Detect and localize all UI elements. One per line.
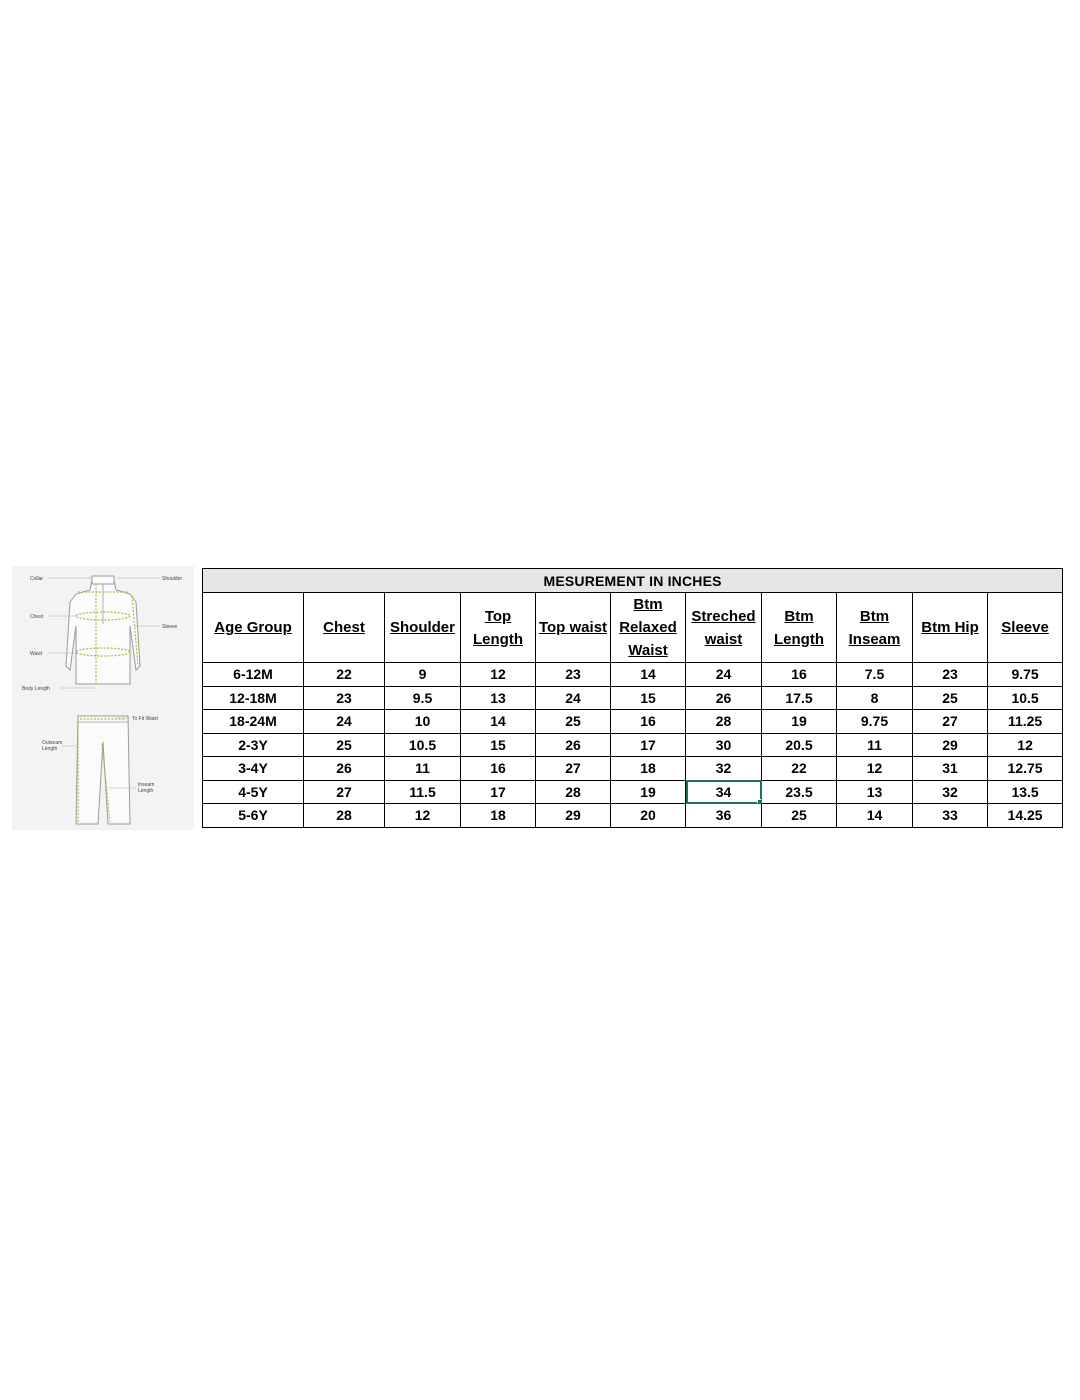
measurement-cell[interactable]: 16 bbox=[762, 663, 837, 687]
age-group-cell[interactable]: 12-18M bbox=[203, 686, 304, 710]
measurement-cell[interactable]: 29 bbox=[913, 733, 988, 757]
table-row bbox=[203, 733, 1063, 757]
pajama-outline bbox=[76, 716, 130, 824]
measurement-cell[interactable]: 24 bbox=[304, 710, 385, 734]
measurement-cell[interactable]: 10 bbox=[385, 710, 461, 734]
age-group-cell[interactable]: 6-12M bbox=[203, 663, 304, 687]
table-row bbox=[203, 780, 1063, 804]
measurement-cell[interactable]: 12 bbox=[988, 733, 1063, 757]
measurement-cell[interactable]: 13.5 bbox=[988, 780, 1063, 804]
measurement-cell[interactable]: 25 bbox=[913, 686, 988, 710]
kurta-pajama-diagram bbox=[12, 566, 194, 830]
header-row bbox=[203, 593, 1063, 663]
column-header bbox=[837, 593, 913, 663]
table-row bbox=[203, 686, 1063, 710]
measurement-cell[interactable]: 12.75 bbox=[988, 757, 1063, 781]
measurement-cell[interactable]: 17 bbox=[461, 780, 536, 804]
measurement-cell[interactable]: 27 bbox=[304, 780, 385, 804]
measurement-cell[interactable]: 14 bbox=[461, 710, 536, 734]
measurement-cell[interactable]: 32 bbox=[686, 757, 762, 781]
measurement-cell[interactable]: 28 bbox=[304, 804, 385, 828]
fill-handle[interactable] bbox=[757, 799, 762, 804]
column-header bbox=[536, 593, 611, 663]
measurement-cell[interactable]: 10.5 bbox=[385, 733, 461, 757]
measurement-cell[interactable]: 33 bbox=[913, 804, 988, 828]
measurement-cell[interactable]: 20 bbox=[611, 804, 686, 828]
measurement-cell[interactable]: 15 bbox=[611, 686, 686, 710]
selected-cell[interactable]: 34 bbox=[686, 780, 762, 804]
garment-diagram bbox=[12, 566, 194, 830]
measurement-cell[interactable]: 9.75 bbox=[988, 663, 1063, 687]
column-header-label: Btm Length bbox=[774, 607, 824, 648]
outseam-label-line2: Length bbox=[42, 746, 58, 752]
measurement-cell[interactable]: 23 bbox=[304, 686, 385, 710]
chest-label: Chest bbox=[30, 614, 44, 620]
measurement-cell[interactable]: 20.5 bbox=[762, 733, 837, 757]
table-title: MESUREMENT IN INCHES bbox=[203, 569, 1063, 593]
measurement-cell[interactable]: 23.5 bbox=[762, 780, 837, 804]
table-row bbox=[203, 710, 1063, 734]
measurement-cell[interactable]: 27 bbox=[536, 757, 611, 781]
column-header-label: Btm Inseam bbox=[848, 607, 901, 648]
table-row bbox=[203, 757, 1063, 781]
table-body bbox=[203, 663, 1063, 828]
measurement-cell[interactable]: 25 bbox=[762, 804, 837, 828]
measurement-cell[interactable]: 16 bbox=[611, 710, 686, 734]
column-header bbox=[385, 593, 461, 663]
measurement-cell[interactable]: 18 bbox=[461, 804, 536, 828]
measurement-cell[interactable]: 9.75 bbox=[837, 710, 913, 734]
measurement-cell[interactable]: 8 bbox=[837, 686, 913, 710]
measurement-cell[interactable]: 11.25 bbox=[988, 710, 1063, 734]
measurement-cell[interactable]: 15 bbox=[461, 733, 536, 757]
column-header-label: Btm Relaxed Waist bbox=[619, 596, 677, 659]
measurement-cell[interactable]: 27 bbox=[913, 710, 988, 734]
measurement-cell[interactable]: 29 bbox=[536, 804, 611, 828]
measurement-cell[interactable]: 18 bbox=[611, 757, 686, 781]
measurement-cell[interactable]: 22 bbox=[304, 663, 385, 687]
column-header-label: Shoulder bbox=[389, 619, 455, 636]
column-header-label: Age Group bbox=[214, 619, 292, 636]
measurement-cell[interactable]: 13 bbox=[837, 780, 913, 804]
to-fit-waist-label: To Fit Waist bbox=[132, 716, 158, 722]
measurement-cell[interactable]: 26 bbox=[686, 686, 762, 710]
age-group-cell[interactable]: 5-6Y bbox=[203, 804, 304, 828]
measurement-cell[interactable]: 28 bbox=[536, 780, 611, 804]
column-header-label: Top Length bbox=[473, 607, 523, 648]
size-chart-table bbox=[202, 568, 1063, 828]
column-header-label: Chest bbox=[323, 619, 365, 636]
column-header bbox=[304, 593, 385, 663]
measurement-cell[interactable]: 19 bbox=[611, 780, 686, 804]
age-group-cell[interactable]: 18-24M bbox=[203, 710, 304, 734]
measurement-cell[interactable]: 14 bbox=[611, 663, 686, 687]
age-group-cell[interactable]: 4-5Y bbox=[203, 780, 304, 804]
age-group-cell[interactable]: 2-3Y bbox=[203, 733, 304, 757]
measurement-cell[interactable]: 11 bbox=[837, 733, 913, 757]
measurement-cell[interactable]: 12 bbox=[385, 804, 461, 828]
outseam-label-line1: Outseam bbox=[42, 740, 63, 746]
outseam-label bbox=[42, 740, 64, 752]
measurement-cell[interactable]: 14.25 bbox=[988, 804, 1063, 828]
measurement-cell[interactable]: 11 bbox=[385, 757, 461, 781]
collar-outline bbox=[92, 576, 114, 584]
collar-label: Collar bbox=[30, 576, 44, 582]
measurement-cell[interactable]: 12 bbox=[461, 663, 536, 687]
measurement-cell[interactable]: 23 bbox=[536, 663, 611, 687]
measurement-cell[interactable]: 10.5 bbox=[988, 686, 1063, 710]
column-header-label: Sleeve bbox=[1001, 619, 1049, 636]
body-length-label: Body Length bbox=[22, 686, 51, 692]
sleeve-label: Sleeve bbox=[162, 624, 178, 630]
column-header bbox=[913, 593, 988, 663]
measurement-cell[interactable]: 30 bbox=[686, 733, 762, 757]
column-header bbox=[203, 593, 304, 663]
column-header bbox=[988, 593, 1063, 663]
column-header-label: Top waist bbox=[538, 619, 608, 636]
measurement-cell[interactable]: 28 bbox=[686, 710, 762, 734]
measurement-cell[interactable]: 25 bbox=[304, 733, 385, 757]
inseam-label-line1: Inseam bbox=[138, 782, 155, 788]
inseam-label-line2: Length bbox=[138, 788, 154, 794]
measurement-cell[interactable]: 16 bbox=[461, 757, 536, 781]
age-group-cell[interactable]: 3-4Y bbox=[203, 757, 304, 781]
measurement-cell[interactable]: 31 bbox=[913, 757, 988, 781]
measurement-cell[interactable]: 32 bbox=[913, 780, 988, 804]
measurement-cell[interactable]: 24 bbox=[536, 686, 611, 710]
column-header bbox=[762, 593, 837, 663]
measurement-cell[interactable]: 9.5 bbox=[385, 686, 461, 710]
measurement-cell[interactable]: 25 bbox=[536, 710, 611, 734]
table-row bbox=[203, 663, 1063, 687]
measurement-cell[interactable]: 17 bbox=[611, 733, 686, 757]
measurement-cell[interactable]: 19 bbox=[762, 710, 837, 734]
measurement-cell[interactable]: 9 bbox=[385, 663, 461, 687]
table-row bbox=[203, 804, 1063, 828]
inseam-label bbox=[138, 782, 156, 794]
waist-label: Waist bbox=[30, 651, 43, 657]
column-header-label: Streched waist bbox=[691, 607, 756, 648]
measurement-cell[interactable]: 36 bbox=[686, 804, 762, 828]
measurement-cell[interactable]: 26 bbox=[304, 757, 385, 781]
shoulder-label: Shoulder bbox=[162, 576, 183, 582]
measurement-cell[interactable]: 11.5 bbox=[385, 780, 461, 804]
column-header bbox=[461, 593, 536, 663]
column-header bbox=[611, 593, 686, 663]
measurement-cell[interactable]: 13 bbox=[461, 686, 536, 710]
measurement-cell[interactable]: 7.5 bbox=[837, 663, 913, 687]
measurement-cell[interactable]: 12 bbox=[837, 757, 913, 781]
measurement-cell[interactable]: 14 bbox=[837, 804, 913, 828]
measurement-cell[interactable]: 23 bbox=[913, 663, 988, 687]
measurement-cell[interactable]: 17.5 bbox=[762, 686, 837, 710]
measurement-cell[interactable]: 24 bbox=[686, 663, 762, 687]
column-header bbox=[686, 593, 762, 663]
measurement-cell[interactable]: 22 bbox=[762, 757, 837, 781]
measurement-cell[interactable]: 26 bbox=[536, 733, 611, 757]
column-header-label: Btm Hip bbox=[921, 619, 979, 636]
